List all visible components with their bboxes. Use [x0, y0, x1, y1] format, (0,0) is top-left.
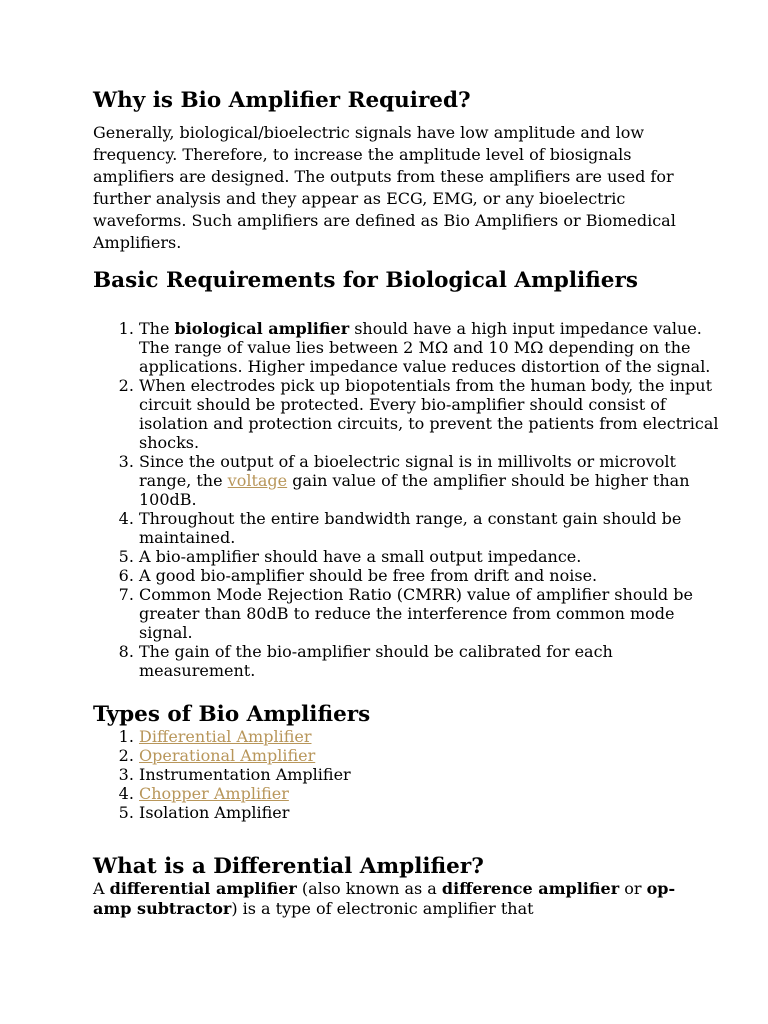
differential-amplifier-link[interactable]: Differential Amplifier: [139, 727, 312, 746]
list-item: 5. Isolation Amplifier: [139, 803, 729, 822]
differential-paragraph: A differential amplifier (also known as a difference amplifier or op-amp subtractor) is a type of electronic amplifier that: [93, 879, 676, 918]
heading-differential-amplifier: What is a Differential Amplifier?: [93, 854, 484, 879]
list-item: 5. A bio-amplifier should have a small output impedance.: [139, 547, 729, 566]
types-list: [93, 727, 729, 822]
bold-term: differential amplifier: [109, 879, 297, 898]
heading-why-bio-amplifier: Why is Bio Amplifier Required?: [93, 88, 471, 113]
list-item: 1. The biological amplifier should have a high input impedance value. The range of value lies between 2 MΩ and 10 MΩ depending on the applications. Higher impedance value reduces distortion of the signal.: [139, 319, 729, 376]
list-item: 3. Instrumentation Amplifier: [139, 765, 729, 784]
requirements-list: [93, 319, 729, 680]
heading-types: Types of Bio Amplifiers: [93, 702, 371, 727]
list-item: 3. Since the output of a bioelectric signal is in millivolts or microvolt range, the voltage gain value of the amplifier should be higher than 100dB.: [139, 452, 729, 509]
list-item: 2. When electrodes pick up biopotentials from the human body, the input circuit should be protected. Every bio-amplifier should consist of isolation and protection circuits, to prevent the patients from electrical shocks.: [139, 376, 729, 452]
operational-amplifier-link[interactable]: Operational Amplifier: [139, 746, 316, 765]
list-item: 4. Throughout the entire bandwidth range, a constant gain should be maintained.: [139, 509, 729, 547]
list-item: [139, 727, 729, 746]
bold-term: difference amplifier: [441, 879, 620, 898]
intro-paragraph: Generally, biological/bioelectric signals have low amplitude and low frequency. Therefore, to increase the amplitude level of biosignals amplifiers are designed. The outputs from these amplifiers are used for further analysis and they appear as ECG, EMG, or any bioelectric waveforms. Such amplifiers are defined as Bio Amplifiers or Biomedical Amplifiers.: [93, 123, 676, 252]
voltage-link[interactable]: voltage: [227, 471, 288, 490]
list-item: 8. The gain of the bio-amplifier should be calibrated for each measurement.: [139, 642, 729, 680]
bold-term: op-amp subtractor: [93, 879, 676, 918]
list-item: [139, 746, 729, 765]
list-item: 6. A good bio-amplifier should be free from drift and noise.: [139, 566, 729, 585]
chopper-amplifier-link[interactable]: Chopper Amplifier: [139, 784, 289, 803]
list-item: [139, 784, 729, 803]
heading-basic-requirements: Basic Requirements for Biological Amplifiers: [93, 268, 638, 293]
bold-term: biological amplifier: [174, 319, 350, 338]
list-item: 7. Common Mode Rejection Ratio (CMRR) value of amplifier should be greater than 80dB to reduce the interference from common mode signal.: [139, 585, 729, 642]
